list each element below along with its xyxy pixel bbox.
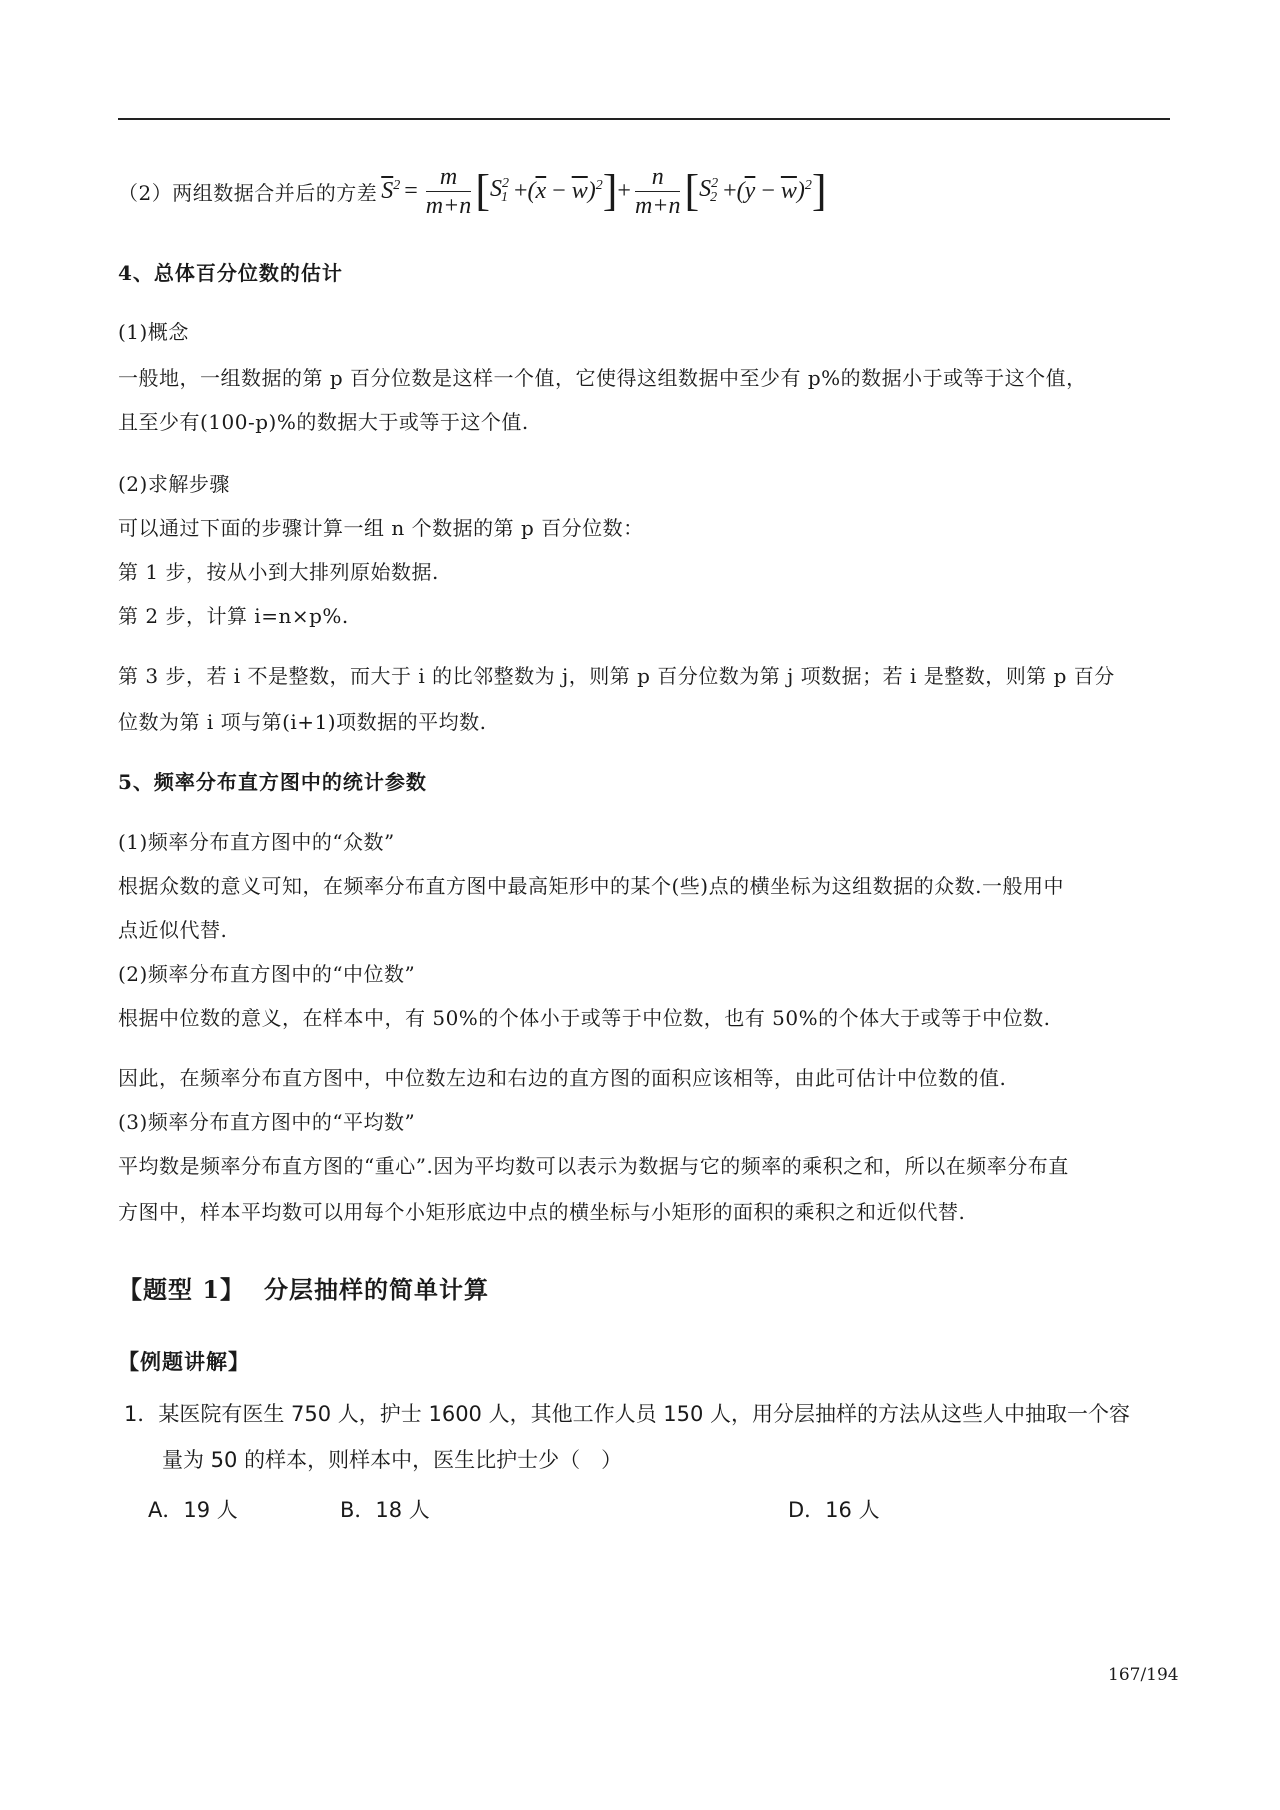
section5-mean-line1: 平均数是频率分布直方图的“重心”.因为平均数可以表示为数据与它的频率的乘积之和，所以在频率分布直 <box>118 1154 1069 1178</box>
section5-median-line2: 因此，在频率分布直方图中，中位数左边和右边的直方图的面积应该相等，由此可估计中位数的值. <box>118 1066 1007 1090</box>
section4-step3-line1: 第 3 步，若 i 不是整数，而大于 i 的比邻整数为 j，则第 p 百分位数为第 j 项数据；若 i 是整数，则第 p 百分 <box>118 664 1115 688</box>
left-bracket: [ <box>475 166 490 215</box>
example-heading: 【例题讲解】 <box>118 1349 250 1374</box>
header-rule <box>118 118 1170 120</box>
fraction-m: $\frac{m}{m+n}$ <box>425 163 472 219</box>
formula-variance-symbol: $\overline{S}^2$ <box>381 177 401 204</box>
section4-step3-line2: 位数为第 i 项与第(i+1)项数据的平均数. <box>118 710 487 734</box>
section4-sub2: (2)求解步骤 <box>118 472 230 496</box>
formula-equals: = <box>404 177 418 204</box>
section4-concept-line1: 一般地，一组数据的第 p 百分位数是这样一个值，它使得这组数据中至少有 p%的数据小于或等于这个值， <box>118 366 1087 390</box>
formula-plus: + <box>617 177 631 204</box>
right-bracket: ] <box>602 166 618 215</box>
section5-mode-line2: 点近似代替. <box>118 918 228 942</box>
question1-line1: 1．某医院有医生 750 人，护士 1600 人，其他工作人员 150 人，用分层抽样的方法从这些人中抽取一个容 <box>124 1402 1131 1426</box>
section5-heading: 5、频率分布直方图中的统计参数 <box>118 770 427 794</box>
type1-title: 分层抽样的简单计算 <box>264 1275 489 1304</box>
page-number: 167/194 <box>1108 1665 1179 1685</box>
section4-step1: 第 1 步，按从小到大排列原始数据. <box>118 560 439 584</box>
section5-mean-line2: 方图中，样本平均数可以用每个小矩形底边中点的横坐标与小矩形的面积的乘积之和近似代替. <box>118 1200 966 1224</box>
type1-label: 【题型 1】 <box>118 1275 246 1304</box>
formula-s2: $S^2_2$ <box>699 175 719 206</box>
section5-mode-title: (1)频率分布直方图中的“众数” <box>118 830 395 854</box>
formula-term-y: $+(\overline{y} - \overline{w})^2$ <box>723 177 812 204</box>
section4-sub1: (1)概念 <box>118 320 189 344</box>
question1-line2: 量为 50 的样本，则样本中，医生比护士少（ ） <box>162 1448 623 1472</box>
section5-mode-line1: 根据众数的意义可知，在频率分布直方图中最高矩形中的某个(些)点的横坐标为这组数据的众数.一般用中 <box>118 874 1064 898</box>
fraction-n: $\frac{n}{m+n}$ <box>634 163 681 219</box>
section5-median-title: (2)频率分布直方图中的“中位数” <box>118 962 416 986</box>
section5-median-line1: 根据中位数的意义，在样本中，有 50%的个体小于或等于中位数，也有 50%的个体大于或等于中位数. <box>118 1006 1051 1030</box>
section5-mean-title: (3)频率分布直方图中的“平均数” <box>118 1110 416 1134</box>
section4-step2: 第 2 步，计算 i=n×p%. <box>118 604 349 628</box>
formula-s1: $S^2_1$ <box>489 175 509 206</box>
question1-option-b[interactable]: B．18 人 <box>340 1498 430 1522</box>
right-bracket-2: ] <box>811 166 827 215</box>
left-bracket-2: [ <box>684 166 700 215</box>
question1-option-a[interactable]: A．19 人 <box>148 1498 238 1522</box>
question1-option-d[interactable]: D．16 人 <box>788 1498 880 1522</box>
section4-intro: 可以通过下面的步骤计算一组 n 个数据的第 p 百分位数： <box>118 516 644 540</box>
variance-formula <box>118 158 827 224</box>
section4-concept-line2: 且至少有(100-p)%的数据大于或等于这个值. <box>118 410 529 434</box>
formula-term-x: $+(\overline{x} - \overline{w})^2$ <box>513 177 603 204</box>
section4-heading: 4、总体百分位数的估计 <box>118 261 343 285</box>
formula-label: （2）两组数据合并后的方差 <box>118 180 378 205</box>
